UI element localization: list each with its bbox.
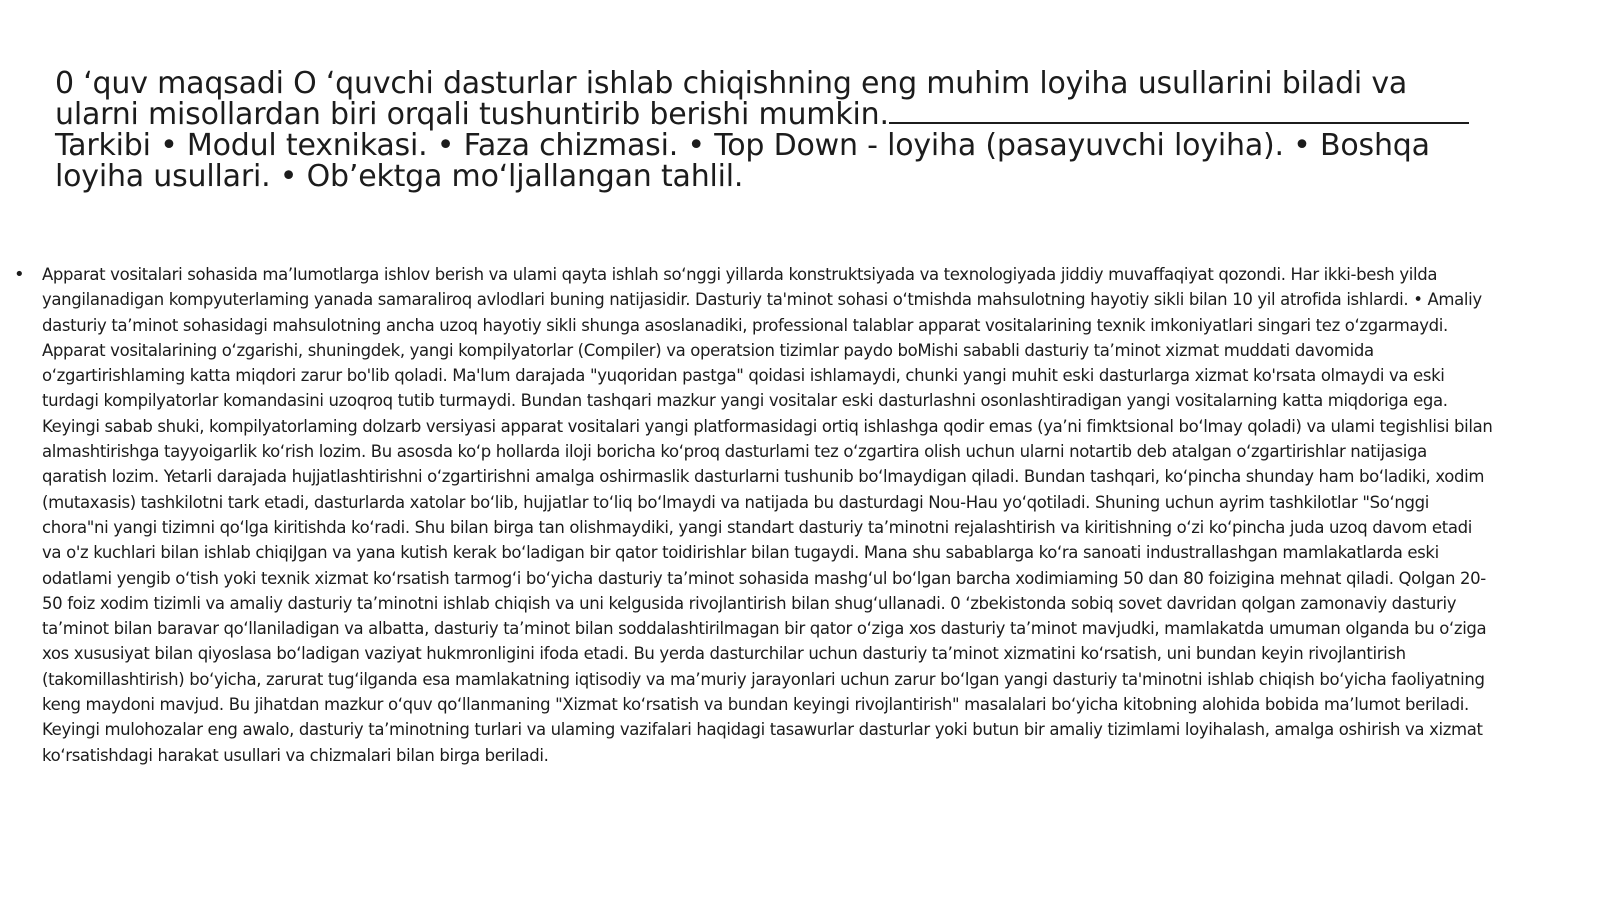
body-paragraph: Apparat vositalari sohasida ma’Iumotlarga ishlov berish va ulami qayta ishlah so‘nggi yillarda konstruktsiyada va texnologiyada jiddiy muvaffaqiyat qozondi. Har ikki-besh yilda yangilanadigan kompyuterlaming yanada samaraliroq avlodlari buning natijasidir. Dasturiy ta'minot sohasi o‘tmishda mahsulotning hayotiy sikli bilan 10 yil atrofida ishlardi. • Amaliy dasturiy ta’minot sohasidagi mahsulotning ancha uzoq hayotiy sikli shunga asoslanadiki, professional talablar apparat vositalarining texnik imkoniyatlari singari tez o‘zgarmaydi. Apparat vositalarining o‘zgarishi, shuningdek, yangi kompilyatorlar (Compiler) va operatsion tizimlar paydo boMishi sababli dasturiy ta’minot xizmat muddati davomida o‘zgartirishlaming katta miqdori zarur bo'lib qoladi. Ma'lum darajada "yuqoridan pastga" qoidasi ishlamaydi, chunki yangi muhit eski dasturlarga xizmat ko'rsata olmaydi va eski turdagi kompilyatorlar komandasini uzoqroq tutib turmaydi. Bundan tashqari mazkur yangi vositalar eski dasturlashni osonlashtiradigan yangi vositalarning katta miqdoriga ega. Keyingi sabab shuki, kompilyatorlaming dolzarb versiyasi apparat vositalari yangi platformasidagi ortiq ishlashga qodir emas (ya’ni fimktsional bo‘lmay qoladi) va ulami tegishlisi bilan almashtirishga tayyoigarlik ko‘rish lozim. Bu asosda ko‘p hollarda iloji boricha ko‘proq dasturlami tez o‘zgartira olish uchun ularni notartib deb atalgan o‘zgartirishlar natijasiga qaratish lozim. Yetarli darajada hujjatlashtirishni o‘zgartirishni amalga oshirmaslik dasturlarni tushunib bo‘lmaydigan qiladi. Bundan tashqari, ko‘pincha shunday ham bo‘ladiki, xodim (mutaxasis) tashkilotni tark etadi, dasturlarda xatolar bo‘lib, hujjatlar to‘liq bo‘lmaydi va natijada bu dasturdagi Nou-Hau yo‘qotiladi. Shuning uchun ayrim tashkilotlar "So‘nggi chora"ni yangi tizimni qo‘lga kiritishda ko‘radi. Shu bilan birga tan olishmaydiki, yangi standart dasturiy ta’minotni rejalashtirish va kiritishning o‘zi ko‘pincha juda uzoq davom etadi va o'z kuchlari bilan ishlab chiqiJgan va yana kutish kerak bo‘ladigan bir qator toidirishlar bilan tugaydi. Mana shu sabablarga ko‘ra sanoati industrallashgan mamlakatlarda eski odatlami yengib o‘tish yoki texnik xizmat ko‘rsatish tarmog‘i bo‘yicha dasturiy ta’minot sohasida mashg‘ul bo‘lgan barcha xodimiaming 50 dan 80 foizigina mehnat qiladi. Qolgan 20-50 foiz xodim tizimli va amaliy dasturiy ta’minotni ishlab chiqish va uni kelgusida rivojlantirish bilan shug‘ullanadi. 0 ‘zbekistonda sobiq sovet davridan qolgan zamonaviy dasturiy ta’minot bilan baravar qo‘llaniladigan va albatta, dasturiy ta’minot bilan soddalashtirilmagan bir qator o‘ziga xos dasturiy ta’minot mavjudki, mamlakatda umuman olganda bu o‘ziga xos xususiyat bilan qiyoslasa bo‘ladigan vaziyat hukmronligini ifoda etadi. Bu yerda dasturchilar uchun dasturiy ta’minot xizmatini ko‘rsatish, uni bundan keyin rivojlantirish (takomillashtirish) bo‘yicha, zarurat tug‘ilganda esa mamlakatning iqtisodiy va ma’muriy jarayonlari uchun zarur bo‘lgan yangi dasturiy ta'minotni ishlab chiqish bo‘yicha faoliyatning keng maydoni mavjud. Bu jihatdan mazkur o‘quv qo‘llanmaning "Xizmat ko‘rsatish va bundan keyingi rivojlantirish" masalalari bo‘yicha kitobning alohida bobida ma’lumot beriladi. Keyingi mulohozalar eng awalo, dasturiy ta’minotning turlari va ulaming vazifalari haqidagi tasawurlar dasturlar yoki butun bir amaliy tizimlami loyihalash, amalga oshirish va xizmat ko‘rsatishdagi harakat usullari va chizmalari bilan birga beriladi. <box>42 265 1493 765</box>
bullet-icon: • <box>14 264 25 285</box>
list-item <box>14 262 1494 768</box>
title-contents: Tarkibi • Modul texnikasi. • Faza chizmasi. • Top Down - loyiha (pasayuvchi loyiha). • Boshqa loyiha usullari. • Ob’ektga mo‘ljallangan tahlil. <box>55 128 1430 194</box>
body-list <box>14 262 1494 768</box>
title-underline-rule <box>889 121 1469 124</box>
title-objective: 0 ‘quv maqsadi O ‘quvchi dasturlar ishlab chiqishning eng muhim loyiha usullarini biladi va ularni misollardan biri orqali tushuntirib berishi mumkin. <box>55 66 1408 132</box>
slide-title <box>55 68 1475 192</box>
